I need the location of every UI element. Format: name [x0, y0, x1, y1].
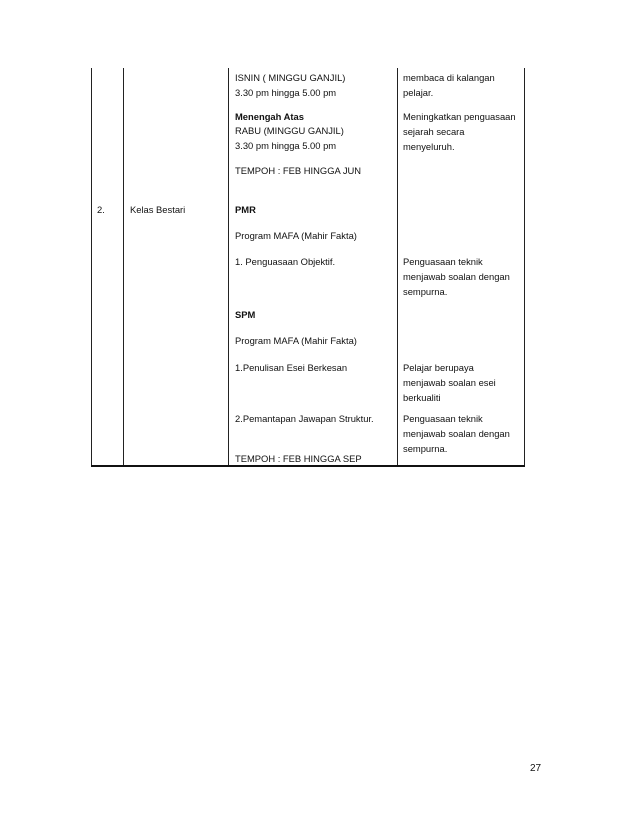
objective-3-line-2: menjawab soalan dengan — [403, 271, 510, 282]
schedule-wednesday: RABU (MINGGU GANJIL) — [235, 125, 344, 136]
objective-3 — [403, 254, 510, 299]
schedule-wednesday-time: 3.30 pm hingga 5.00 pm — [235, 140, 337, 151]
objective-4-line-2: menjawab soalan esei — [403, 377, 496, 388]
objective-4-line-1: Pelajar berupaya — [403, 362, 474, 373]
duration-1: TEMPOH : FEB HINGGA JUN — [235, 165, 362, 176]
objective-1-line-1: membaca di kalangan — [403, 72, 495, 83]
objective-5-line-1: Penguasaan teknik — [403, 413, 483, 424]
row-program-name: Kelas Bestari — [130, 204, 186, 215]
heading-pmr: PMR — [235, 204, 256, 215]
table-border-right — [524, 68, 525, 466]
row-number: 2. — [97, 204, 105, 215]
objective-3-line-1: Penguasaan teknik — [403, 256, 483, 267]
activity-spm-1: 1.Penulisan Esei Berkesan — [235, 362, 348, 373]
page-number: 27 — [530, 763, 542, 774]
objective-1-line-2: pelajar. — [403, 87, 434, 98]
program-pmr: Program MAFA (Mahir Fakta) — [235, 230, 357, 241]
objective-1 — [403, 70, 495, 100]
duration-2: TEMPOH : FEB HINGGA SEP — [235, 453, 362, 464]
heading-menengah-atas: Menengah Atas — [235, 111, 304, 122]
table-border-left — [91, 68, 92, 466]
column-divider-1 — [123, 68, 124, 466]
activity-pmr-1: 1. Penguasaan Objektif. — [235, 256, 336, 267]
objective-2-line-2: sejarah secara — [403, 126, 465, 137]
schedule-monday-time: 3.30 pm hingga 5.00 pm — [235, 87, 337, 98]
objective-5-line-3: sempurna. — [403, 443, 448, 454]
objective-2-line-1: Meningkatkan penguasaan — [403, 111, 516, 122]
objective-5 — [403, 411, 510, 456]
objective-4-line-3: berkualiti — [403, 392, 441, 403]
heading-spm: SPM — [235, 309, 256, 320]
objective-3-line-3: sempurna. — [403, 286, 448, 297]
schedule-monday: ISNIN ( MINGGU GANJIL) — [235, 72, 346, 83]
objective-2-line-3: menyeluruh. — [403, 141, 455, 152]
objective-5-line-2: menjawab soalan dengan — [403, 428, 510, 439]
activity-spm-2: 2.Pemantapan Jawapan Struktur. — [235, 413, 374, 424]
objective-4 — [403, 360, 496, 405]
column-divider-3 — [397, 68, 398, 466]
column-divider-2 — [228, 68, 229, 466]
objective-2 — [403, 109, 516, 154]
program-spm: Program MAFA (Mahir Fakta) — [235, 335, 357, 346]
